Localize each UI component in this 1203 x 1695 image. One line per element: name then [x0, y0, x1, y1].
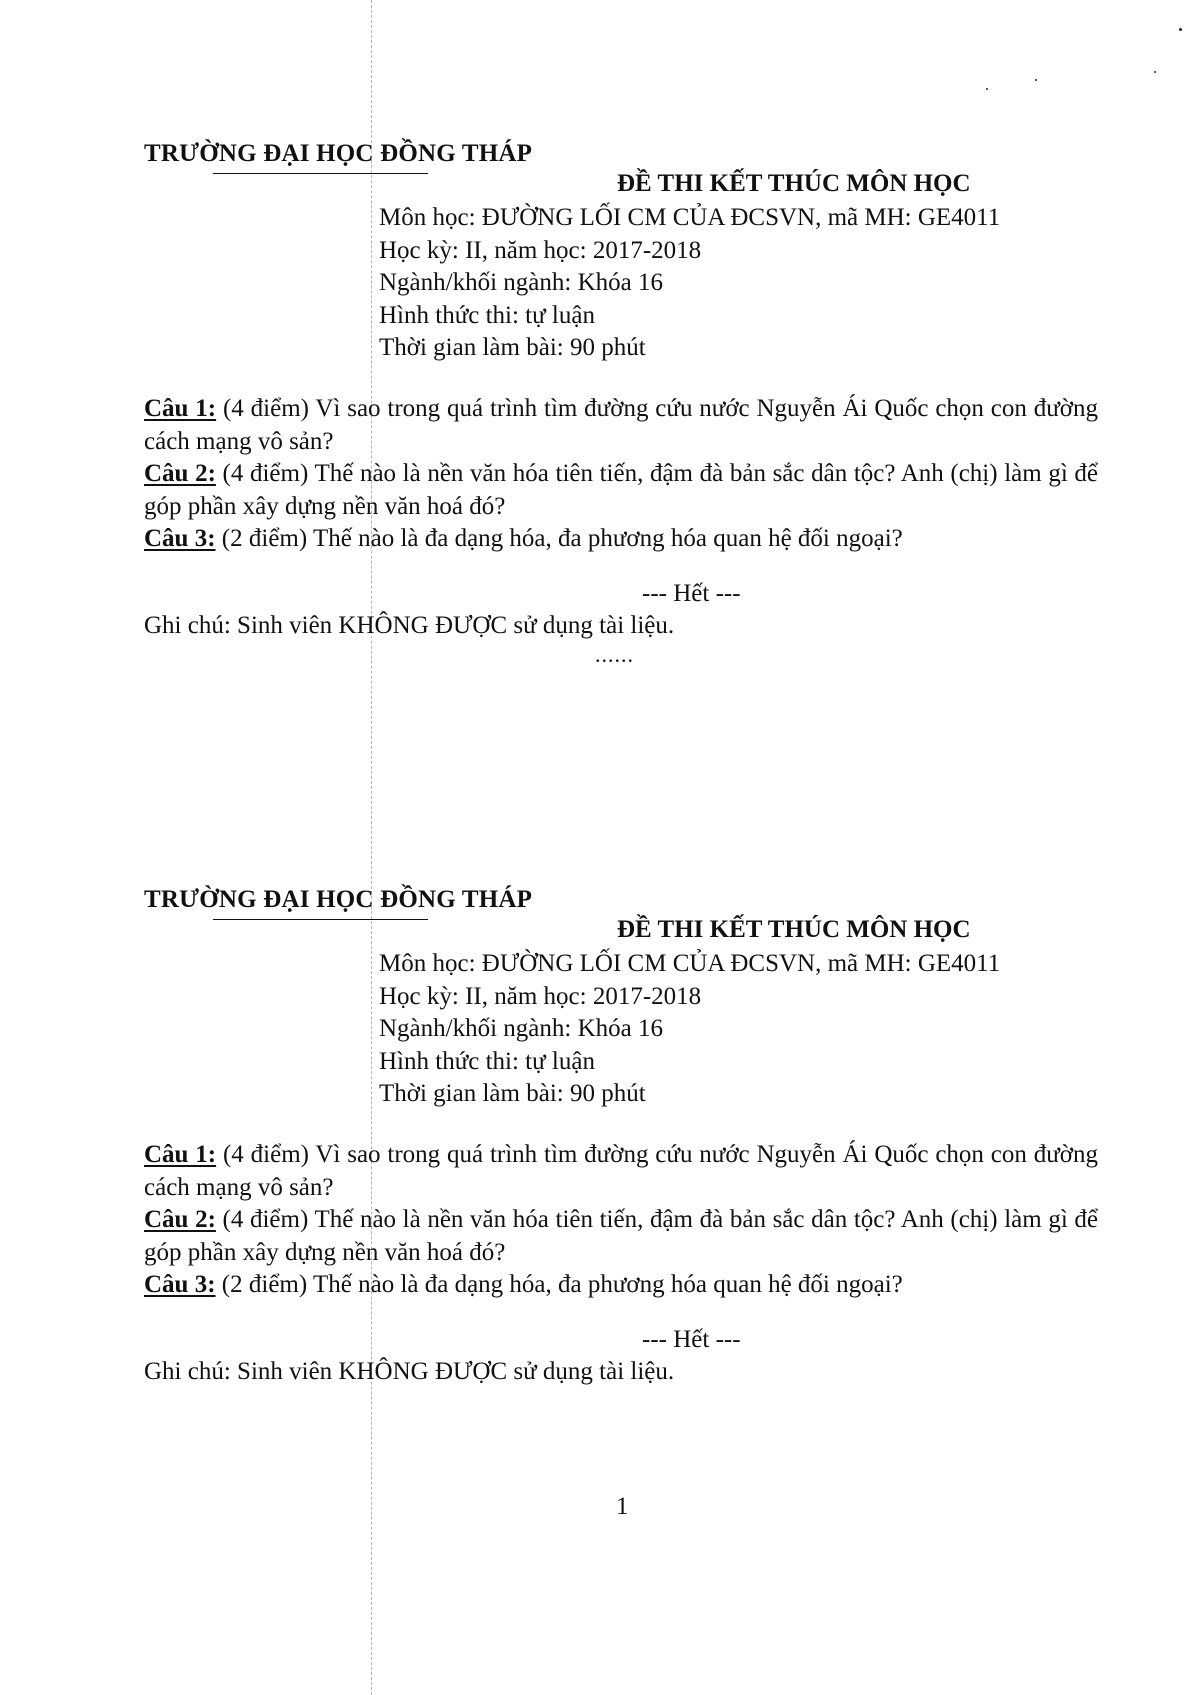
question-2 — [144, 458, 1098, 523]
question-text: (4 điểm) Thế nào là nền văn hóa tiên tiến, đậm đà bản sắc dân tộc? Anh (chị) làm gì để góp phần xây dựng nền văn hoá đó? — [144, 460, 1098, 520]
question-1 — [144, 1139, 1098, 1204]
duration-line: Thời gian làm bài: 90 phút — [379, 334, 646, 361]
format-line: Hình thức thi: tự luận — [379, 1047, 595, 1075]
exam-info — [379, 948, 1000, 1111]
school-name: TRƯỜNG ĐẠI HỌC ĐỒNG THÁP — [144, 140, 533, 167]
subject-line: Môn học: ĐƯỜNG LỐI CM CỦA ĐCSVN, mã MH: GE4011 — [379, 950, 1001, 977]
question-label: Câu 2: — [144, 1206, 216, 1233]
page-number: 1 — [616, 1493, 629, 1520]
exam-note: Ghi chú: Sinh viên KHÔNG ĐƯỢC sử dụng tài liệu. — [144, 612, 675, 639]
exam-note: Ghi chú: Sinh viên KHÔNG ĐƯỢC sử dụng tài liệu. — [144, 1358, 675, 1385]
school-underline — [213, 173, 428, 174]
scan-speck — [1035, 79, 1037, 81]
question-list — [144, 393, 1098, 556]
question-text: (4 điểm) Vì sao trong quá trình tìm đường cứu nước Nguyễn Ái Quốc chọn con đường cách mạng vô sản? — [144, 395, 1098, 455]
question-label: Câu 3: — [144, 525, 216, 552]
semester-line: Học kỳ: II, năm học: 2017-2018 — [379, 236, 702, 264]
separator-dots: ...... — [595, 642, 634, 667]
subject-line: Môn học: ĐƯỜNG LỐI CM CỦA ĐCSVN, mã MH: GE4011 — [379, 204, 1001, 231]
duration-line: Thời gian làm bài: 90 phút — [379, 1080, 646, 1107]
exam-info — [379, 202, 1000, 365]
school-name: TRƯỜNG ĐẠI HỌC ĐỒNG THÁP — [144, 886, 533, 913]
question-label: Câu 1: — [144, 1141, 217, 1168]
question-text: (4 điểm) Thế nào là nền văn hóa tiên tiến, đậm đà bản sắc dân tộc? Anh (chị) làm gì để góp phần xây dựng nền văn hoá đó? — [144, 1206, 1098, 1266]
exam-title: ĐỀ THI KẾT THÚC MÔN HỌC — [617, 170, 971, 197]
scan-speck — [1179, 28, 1182, 31]
question-3 — [144, 1269, 1098, 1302]
question-text: (2 điểm) Thế nào là đa dạng hóa, đa phương hóa quan hệ đối ngoại? — [215, 1271, 903, 1298]
semester-line: Học kỳ: II, năm học: 2017-2018 — [379, 982, 702, 1010]
question-list — [144, 1139, 1098, 1302]
school-underline — [213, 919, 428, 920]
major-line: Ngành/khối ngành: Khóa 16 — [379, 269, 663, 296]
question-text: (2 điểm) Thế nào là đa dạng hóa, đa phương hóa quan hệ đối ngoại? — [215, 525, 903, 552]
question-text: (4 điểm) Vì sao trong quá trình tìm đường cứu nước Nguyễn Ái Quốc chọn con đường cách mạng vô sản? — [144, 1141, 1098, 1201]
fold-line — [371, 0, 372, 1695]
question-1 — [144, 393, 1098, 458]
question-2 — [144, 1204, 1098, 1269]
scan-speck — [986, 88, 988, 90]
exam-title: ĐỀ THI KẾT THÚC MÔN HỌC — [617, 916, 971, 943]
question-label: Câu 2: — [144, 460, 216, 487]
major-line: Ngành/khối ngành: Khóa 16 — [379, 1015, 663, 1042]
question-label: Câu 3: — [144, 1271, 216, 1298]
end-mark: --- Hết --- — [642, 580, 741, 607]
question-label: Câu 1: — [144, 395, 217, 422]
scan-speck — [1154, 71, 1156, 73]
end-mark: --- Hết --- — [642, 1326, 741, 1353]
format-line: Hình thức thi: tự luận — [379, 301, 595, 329]
question-3 — [144, 523, 1098, 556]
